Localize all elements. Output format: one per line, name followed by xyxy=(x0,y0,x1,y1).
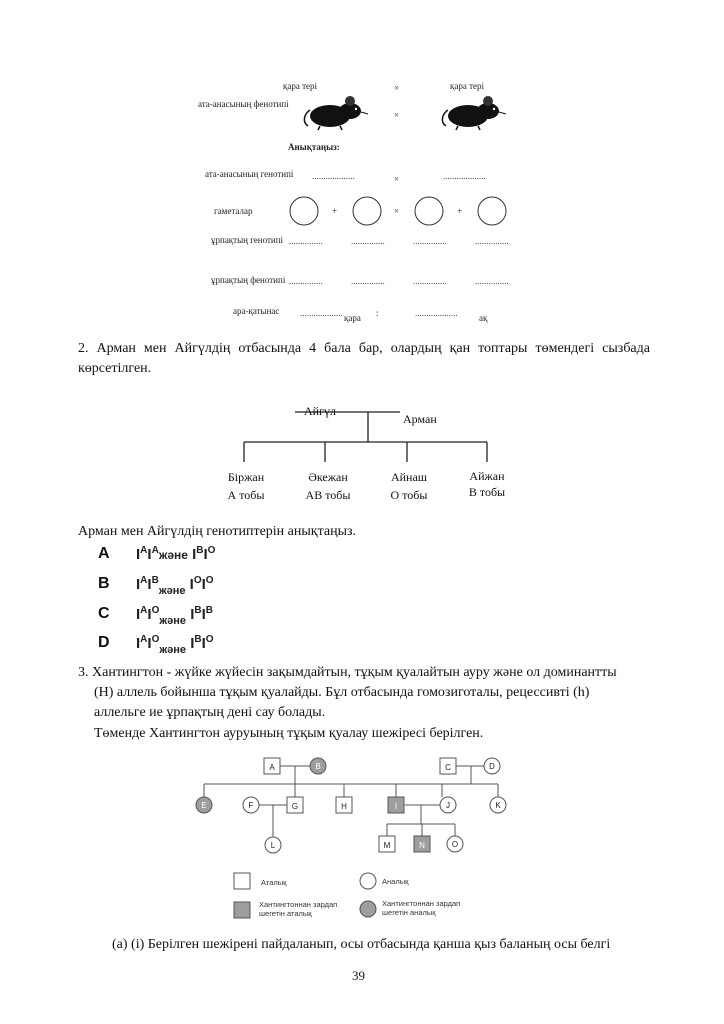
svg-text:M: M xyxy=(383,841,391,850)
svg-text:A: A xyxy=(269,763,275,772)
row-label-offspring-phenotype: ұрпақтың фенотипі xyxy=(211,275,286,285)
option-letter: C xyxy=(98,605,110,622)
option-formula: $I^AI^O_{және}$ $I^BI^O$ xyxy=(136,634,214,656)
option-letter: B xyxy=(98,575,110,592)
ratio-colon: : xyxy=(376,308,379,318)
child-name: Әкежан xyxy=(308,470,348,484)
black-mouse-icon xyxy=(438,92,508,132)
option-letter: A xyxy=(98,545,110,562)
phenotype-right-label: қара тері xyxy=(450,81,485,91)
option-formula: $I^AI^B_{және}$ $I^OI^O$ xyxy=(136,575,214,597)
option-letter: D xyxy=(98,634,110,651)
question-3-line-3: аллельге ие ұрпақтың дені сау болады. xyxy=(94,705,326,720)
legend-affected-female-circle xyxy=(360,901,376,917)
svg-text:Хантингтоннан зардап: Хантингтоннан зардап xyxy=(259,900,338,909)
child-name: Айнаш xyxy=(390,470,428,484)
huntington-pedigree xyxy=(190,752,520,922)
svg-text:шегетін аталық: шегетін аталық xyxy=(259,909,312,918)
svg-text:B: B xyxy=(315,762,321,771)
question-3-sub-a: (a) (i) Берілген шежірені пайдаланып, осы отбасында қанша қыз баланың осы белгі xyxy=(112,937,611,952)
svg-text:G: G xyxy=(291,802,299,811)
cross-symbol: × xyxy=(394,110,400,120)
question-3-line-4: Төменде Хантингтон ауруының тұқым қуалау шежіресі берілген. xyxy=(94,726,484,741)
blank-line: ............... xyxy=(289,276,323,286)
determine-heading: Анықтаңыз: xyxy=(288,142,340,152)
blank-line: ............... xyxy=(413,276,447,286)
child-ainash xyxy=(383,468,435,504)
gamete-circle[interactable] xyxy=(290,197,318,225)
svg-text:Аталық: Аталық xyxy=(261,878,287,887)
gamete-circles xyxy=(285,192,525,230)
svg-text:J: J xyxy=(446,801,450,810)
blank-line: ............... xyxy=(413,236,447,246)
row-label-ratio: ара-қатынас xyxy=(233,306,280,316)
legend-female-circle xyxy=(360,873,376,889)
svg-text:H: H xyxy=(341,802,347,811)
page-number: 39 xyxy=(352,968,365,983)
child-blood-group: В тобы xyxy=(468,485,506,499)
black-mouse-icon xyxy=(300,92,370,132)
svg-text:D: D xyxy=(489,762,495,771)
cross-symbol: × xyxy=(394,83,400,93)
gamete-circle[interactable] xyxy=(478,197,506,225)
plus-symbol: + xyxy=(332,206,338,216)
blank-line: ............... xyxy=(475,236,509,246)
legend-affected-male-square xyxy=(234,902,250,918)
question-2-prompt: Арман мен Айгүлдің генотиптерін анықтаңыз. xyxy=(78,524,357,539)
blank-line: ................... xyxy=(443,171,486,181)
child-aizhan xyxy=(461,468,513,500)
option-formula: $I^AI^O_{және}$ $I^BI^B$ xyxy=(136,605,214,627)
ratio-white-label: ақ xyxy=(479,313,488,323)
ratio-black-label: қара xyxy=(344,313,361,323)
cross-symbol: × xyxy=(394,174,400,184)
child-name: Айжан xyxy=(469,469,505,483)
child-birzhan xyxy=(221,468,271,504)
father-name: Арман xyxy=(403,412,437,426)
child-blood-group: О тобы xyxy=(390,488,428,502)
svg-text:N: N xyxy=(419,841,425,850)
plus-symbol: + xyxy=(457,206,463,216)
cross-symbol: × xyxy=(394,206,400,216)
legend-male-square xyxy=(234,873,250,889)
svg-text:F: F xyxy=(248,801,254,810)
blank-line: ............... xyxy=(289,236,323,246)
question-3-line-1: 3. Хантингтон - жүйке жүйесін зақымдайтын, тұқым қуалайтын ауру және ол доминантты xyxy=(78,665,617,680)
phenotype-left-label: қара тері xyxy=(283,81,318,91)
question-2-text: 2. Арман мен Айгүлдің отбасында 4 бала бар, олардың қан топтары төмендегі сызбада көрсетілген. xyxy=(78,341,650,376)
svg-text:Хантингтоннан зардап: Хантингтоннан зардап xyxy=(382,899,461,908)
row-label-offspring-genotype: ұрпақтың генотипі xyxy=(211,235,284,245)
blank-line: ............... xyxy=(351,236,385,246)
child-blood-group: А тобы xyxy=(227,488,265,502)
question-3-line-2: (H) аллель бойынша тұқым қуалайды. Бұл отбасында гомозиготалы, рецессивті (h) xyxy=(94,685,590,700)
row-label-parent-genotype: ата-анасының генотипі xyxy=(205,169,294,179)
svg-text:Аналық: Аналық xyxy=(382,877,409,886)
child-name: Біржан xyxy=(227,470,265,484)
gamete-circle[interactable] xyxy=(415,197,443,225)
child-blood-group: АВ тобы xyxy=(305,488,351,502)
svg-text:шегетін аналық: шегетін аналық xyxy=(382,908,436,917)
row-label-gametes: гаметалар xyxy=(214,206,253,216)
svg-text:L: L xyxy=(270,841,276,850)
svg-text:I: I xyxy=(394,802,398,811)
option-formula: $I^AI^Aжәне$ $I^BI^O$ xyxy=(136,545,216,563)
blank-line: ................... xyxy=(415,308,458,318)
row-label-parent-phenotype: ата-анасының фенотипі xyxy=(198,99,289,109)
mother-name: Айгүл xyxy=(304,404,336,418)
blank-line: ............... xyxy=(475,276,509,286)
svg-text:E: E xyxy=(201,801,207,810)
svg-text:O: O xyxy=(451,840,459,849)
blank-line: ................... xyxy=(300,308,343,318)
blank-line: ............... xyxy=(351,276,385,286)
blank-line: ................... xyxy=(312,171,355,181)
gamete-circle[interactable] xyxy=(353,197,381,225)
svg-text:C: C xyxy=(445,763,451,772)
svg-text:K: K xyxy=(495,801,501,810)
child-akezhan xyxy=(300,468,356,504)
